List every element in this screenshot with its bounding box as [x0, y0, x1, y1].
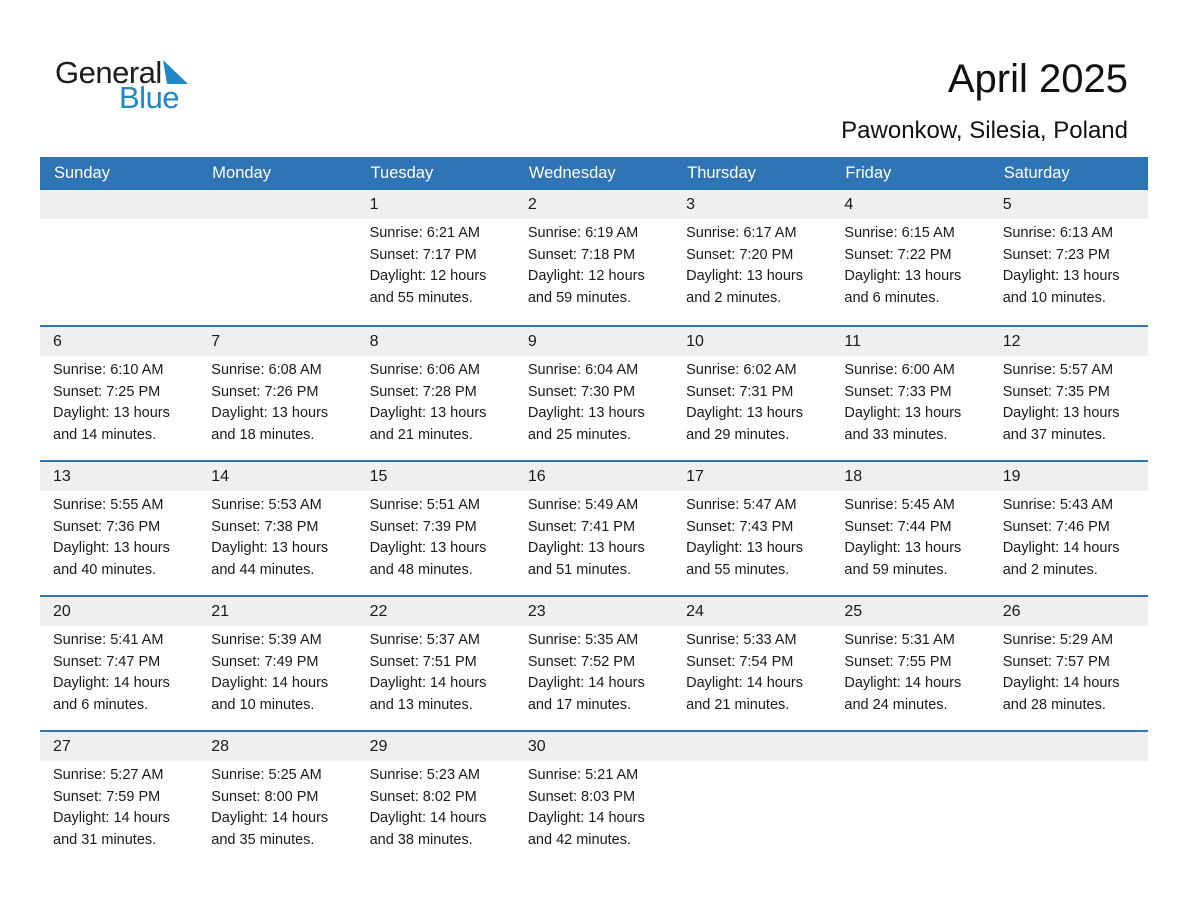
- day-cell: [990, 356, 1148, 446]
- weekday-header-wednesday: Wednesday: [528, 164, 616, 182]
- day-number: 21: [211, 603, 230, 620]
- day-cell: [515, 491, 673, 581]
- day-cell: [831, 219, 989, 309]
- day-number: 25: [844, 603, 863, 620]
- daylight-text-line2: and 21 minutes.: [686, 696, 790, 713]
- day-cell: [40, 356, 198, 446]
- sunset-text: Sunset: 7:36 PM: [53, 518, 161, 535]
- daylight-text-line1: Daylight: 13 hours: [686, 540, 803, 557]
- daylight-text-line1: Daylight: 13 hours: [369, 405, 487, 422]
- weekday-header-saturday: Saturday: [1003, 164, 1070, 182]
- sunrise-text: Sunrise: 5:47 AM: [686, 497, 797, 513]
- daylight-text-line2: and 51 minutes.: [527, 561, 632, 578]
- day-number: 4: [844, 196, 854, 213]
- daylight-text-line1: Daylight: 14 hours: [844, 675, 962, 692]
- daylight-text-line2: and 25 minutes.: [527, 426, 632, 443]
- daylight-text-line1: Daylight: 14 hours: [211, 675, 329, 692]
- sunrise-text: Sunrise: 5:37 AM: [369, 632, 480, 648]
- sunset-text: Sunset: 7:17 PM: [369, 246, 477, 263]
- empty-day-number: [198, 190, 356, 219]
- daylight-text-line2: and 35 minutes.: [211, 831, 315, 848]
- week-row-body: [40, 761, 1148, 851]
- day-number: 30: [527, 738, 546, 755]
- sunrise-text: Sunrise: 5:21 AM: [527, 767, 639, 783]
- daylight-text-line2: and 17 minutes.: [527, 696, 632, 713]
- sunset-text: Sunset: 7:41 PM: [527, 518, 636, 535]
- weekday-header-row: [40, 157, 1148, 190]
- daylight-text-line2: and 40 minutes.: [53, 561, 157, 578]
- calendar: [40, 157, 1148, 865]
- day-cell: [357, 626, 515, 716]
- daylight-text-line2: and 29 minutes.: [686, 426, 790, 443]
- empty-day-cell: [198, 219, 356, 309]
- week-row-5: [40, 730, 1148, 865]
- daylight-text-line1: Daylight: 13 hours: [1002, 405, 1120, 422]
- sunset-text: Sunset: 7:59 PM: [53, 788, 161, 805]
- day-number: 5: [1002, 196, 1012, 213]
- day-number: 17: [686, 468, 704, 485]
- day-number-band: [40, 732, 1148, 761]
- sunrise-text: Sunrise: 6:08 AM: [211, 362, 322, 378]
- daylight-text-line2: and 6 minutes.: [53, 696, 149, 713]
- daylight-text-line1: Daylight: 12 hours: [527, 268, 645, 285]
- daylight-text-line2: and 24 minutes.: [844, 696, 948, 713]
- sunrise-text: Sunrise: 6:04 AM: [527, 362, 639, 378]
- daylight-text-line1: Daylight: 13 hours: [527, 540, 645, 557]
- weekday-header-sunday: Sunday: [54, 164, 110, 182]
- sunrise-text: Sunrise: 6:13 AM: [1002, 225, 1114, 241]
- sunset-text: Sunset: 7:33 PM: [844, 383, 952, 400]
- daylight-text-line1: Daylight: 14 hours: [1002, 675, 1120, 692]
- page-title: April 2025: [947, 57, 1128, 101]
- empty-day-cell: [673, 761, 831, 851]
- daylight-text-line1: Daylight: 14 hours: [369, 810, 487, 827]
- empty-day-cell: [40, 219, 198, 309]
- day-cell: [673, 219, 831, 309]
- day-number: 8: [369, 333, 379, 350]
- daylight-text-line1: Daylight: 13 hours: [686, 268, 803, 285]
- day-number: 14: [211, 468, 230, 485]
- day-number: 7: [211, 333, 221, 350]
- sunrise-text: Sunrise: 6:00 AM: [844, 362, 955, 378]
- day-number-band: [40, 597, 1148, 626]
- daylight-text-line1: Daylight: 14 hours: [686, 675, 803, 692]
- day-number: 26: [1002, 603, 1021, 620]
- day-cell: [515, 356, 673, 446]
- day-number: 15: [369, 468, 388, 485]
- sunrise-text: Sunrise: 5:49 AM: [527, 497, 639, 513]
- day-cell: [357, 761, 515, 851]
- day-cell: [40, 626, 198, 716]
- day-number: 22: [369, 603, 388, 620]
- daylight-text-line2: and 28 minutes.: [1002, 696, 1106, 713]
- day-cell: [515, 219, 673, 309]
- day-cell: [357, 491, 515, 581]
- day-number: 2: [527, 196, 537, 213]
- sunset-text: Sunset: 7:49 PM: [211, 653, 319, 670]
- daylight-text-line2: and 10 minutes.: [1002, 289, 1106, 306]
- daylight-text-line1: Daylight: 13 hours: [844, 405, 962, 422]
- sunset-text: Sunset: 7:54 PM: [686, 653, 794, 670]
- weekday-header-thursday: Thursday: [687, 164, 756, 182]
- day-cell: [40, 761, 198, 851]
- logo-text-general: General: [55, 55, 162, 90]
- day-number: 3: [686, 196, 696, 213]
- sunrise-text: Sunrise: 6:21 AM: [369, 225, 480, 241]
- sunrise-text: Sunrise: 5:41 AM: [53, 632, 164, 648]
- weekday-header-tuesday: Tuesday: [370, 164, 434, 182]
- week-row-body: [40, 626, 1148, 716]
- day-number: 23: [527, 603, 546, 620]
- day-cell: [673, 491, 831, 581]
- sunset-text: Sunset: 7:39 PM: [369, 518, 477, 535]
- week-row-body: [40, 491, 1148, 581]
- daylight-text-line2: and 31 minutes.: [53, 831, 157, 848]
- daylight-text-line2: and 18 minutes.: [211, 426, 315, 443]
- daylight-text-line1: Daylight: 13 hours: [211, 405, 329, 422]
- sunrise-text: Sunrise: 5:45 AM: [844, 497, 955, 513]
- day-number-band: [40, 327, 1148, 356]
- sunrise-text: Sunrise: 5:55 AM: [53, 497, 164, 513]
- week-row-4: [40, 595, 1148, 730]
- day-cell: [198, 761, 356, 851]
- general-blue-logo: [55, 56, 188, 114]
- empty-day-number: [831, 732, 989, 761]
- daylight-text-line2: and 48 minutes.: [369, 561, 473, 578]
- day-number: 20: [53, 603, 71, 620]
- daylight-text-line1: Daylight: 13 hours: [211, 540, 329, 557]
- day-cell: [198, 491, 356, 581]
- sunrise-text: Sunrise: 6:06 AM: [369, 362, 480, 378]
- day-number: 9: [527, 333, 537, 350]
- week-row-body: [40, 356, 1148, 446]
- day-number: 1: [369, 196, 379, 213]
- sunset-text: Sunset: 7:38 PM: [211, 518, 319, 535]
- empty-day-cell: [831, 761, 989, 851]
- day-number-band: [40, 190, 1148, 219]
- sunrise-text: Sunrise: 6:02 AM: [686, 362, 797, 378]
- daylight-text-line2: and 6 minutes.: [844, 289, 940, 306]
- sunset-text: Sunset: 7:44 PM: [844, 518, 952, 535]
- sunset-text: Sunset: 8:03 PM: [527, 788, 636, 805]
- daylight-text-line1: Daylight: 12 hours: [369, 268, 487, 285]
- sunset-text: Sunset: 7:22 PM: [844, 246, 952, 263]
- sunset-text: Sunset: 7:46 PM: [1002, 518, 1110, 535]
- sunrise-text: Sunrise: 6:19 AM: [527, 225, 639, 241]
- day-number: 29: [369, 738, 388, 755]
- week-row-1: [40, 190, 1148, 325]
- week-row-body: [40, 219, 1148, 309]
- daylight-text-line1: Daylight: 14 hours: [527, 675, 645, 692]
- daylight-text-line1: Daylight: 13 hours: [686, 405, 803, 422]
- daylight-text-line2: and 21 minutes.: [369, 426, 473, 443]
- day-number-band: [40, 462, 1148, 491]
- sunset-text: Sunset: 7:55 PM: [844, 653, 952, 670]
- day-number: 12: [1002, 333, 1021, 350]
- sunset-text: Sunset: 7:57 PM: [1002, 653, 1110, 670]
- day-number: 27: [53, 738, 71, 755]
- empty-day-number: [673, 732, 831, 761]
- sunset-text: Sunset: 7:20 PM: [686, 246, 794, 263]
- daylight-text-line2: and 2 minutes.: [1002, 561, 1098, 578]
- sunset-text: Sunset: 7:18 PM: [527, 246, 636, 263]
- weekday-header-friday: Friday: [845, 164, 892, 182]
- day-cell: [673, 626, 831, 716]
- daylight-text-line2: and 38 minutes.: [369, 831, 473, 848]
- sunset-text: Sunset: 8:00 PM: [211, 788, 319, 805]
- empty-day-number: [40, 190, 198, 219]
- sunrise-text: Sunrise: 5:29 AM: [1002, 632, 1114, 648]
- sunrise-text: Sunrise: 6:15 AM: [844, 225, 955, 241]
- sunrise-text: Sunrise: 5:31 AM: [844, 632, 955, 648]
- sunset-text: Sunset: 7:35 PM: [1002, 383, 1110, 400]
- daylight-text-line2: and 37 minutes.: [1002, 426, 1106, 443]
- sunrise-text: Sunrise: 6:17 AM: [686, 225, 797, 241]
- daylight-text-line1: Daylight: 13 hours: [1002, 268, 1120, 285]
- daylight-text-line1: Daylight: 13 hours: [53, 540, 170, 557]
- empty-day-number: [990, 732, 1148, 761]
- day-cell: [990, 491, 1148, 581]
- daylight-text-line2: and 14 minutes.: [53, 426, 157, 443]
- sunrise-text: Sunrise: 5:33 AM: [686, 632, 797, 648]
- week-row-3: [40, 460, 1148, 595]
- daylight-text-line2: and 2 minutes.: [686, 289, 782, 306]
- daylight-text-line1: Daylight: 13 hours: [844, 268, 962, 285]
- sunset-text: Sunset: 7:28 PM: [369, 383, 477, 400]
- day-cell: [831, 626, 989, 716]
- sunset-text: Sunset: 7:25 PM: [53, 383, 161, 400]
- daylight-text-line1: Daylight: 14 hours: [53, 810, 170, 827]
- daylight-text-line1: Daylight: 14 hours: [369, 675, 487, 692]
- sunset-text: Sunset: 7:52 PM: [527, 653, 636, 670]
- day-number: 24: [686, 603, 704, 620]
- day-number: 28: [211, 738, 230, 755]
- sunset-text: Sunset: 7:47 PM: [53, 653, 161, 670]
- daylight-text-line1: Daylight: 14 hours: [527, 810, 645, 827]
- sunrise-text: Sunrise: 5:23 AM: [369, 767, 480, 783]
- calendar-grid: [40, 190, 1148, 865]
- daylight-text-line2: and 55 minutes.: [686, 561, 790, 578]
- day-cell: [357, 219, 515, 309]
- weekday-header-monday: Monday: [212, 164, 271, 182]
- sunrise-text: Sunrise: 5:57 AM: [1002, 362, 1114, 378]
- daylight-text-line2: and 59 minutes.: [844, 561, 948, 578]
- sunrise-text: Sunrise: 5:25 AM: [211, 767, 322, 783]
- sunrise-text: Sunrise: 5:35 AM: [527, 632, 639, 648]
- day-number: 6: [53, 333, 62, 350]
- day-cell: [198, 626, 356, 716]
- day-cell: [515, 761, 673, 851]
- daylight-text-line1: Daylight: 14 hours: [211, 810, 329, 827]
- logo-text-blue: Blue: [119, 80, 180, 115]
- sunset-text: Sunset: 7:26 PM: [211, 383, 319, 400]
- week-row-2: [40, 325, 1148, 460]
- daylight-text-line1: Daylight: 13 hours: [53, 405, 170, 422]
- day-number: 13: [53, 468, 71, 485]
- sunrise-text: Sunrise: 5:53 AM: [211, 497, 322, 513]
- daylight-text-line1: Daylight: 14 hours: [1002, 540, 1120, 557]
- page-subtitle: Pawonkow, Silesia, Poland: [841, 117, 1128, 144]
- sunset-text: Sunset: 7:30 PM: [527, 383, 636, 400]
- day-number: 18: [844, 468, 863, 485]
- sunrise-text: Sunrise: 6:10 AM: [53, 362, 164, 378]
- daylight-text-line2: and 59 minutes.: [527, 289, 632, 306]
- daylight-text-line1: Daylight: 13 hours: [527, 405, 645, 422]
- sunset-text: Sunset: 7:51 PM: [369, 653, 477, 670]
- day-cell: [40, 491, 198, 581]
- day-cell: [831, 356, 989, 446]
- daylight-text-line2: and 33 minutes.: [844, 426, 948, 443]
- day-number: 19: [1002, 468, 1021, 485]
- daylight-text-line2: and 42 minutes.: [527, 831, 632, 848]
- daylight-text-line1: Daylight: 14 hours: [53, 675, 170, 692]
- day-cell: [831, 491, 989, 581]
- day-cell: [990, 219, 1148, 309]
- day-number: 10: [686, 333, 704, 350]
- daylight-text-line2: and 13 minutes.: [369, 696, 473, 713]
- sunrise-text: Sunrise: 5:43 AM: [1002, 497, 1114, 513]
- day-cell: [198, 356, 356, 446]
- empty-day-cell: [990, 761, 1148, 851]
- daylight-text-line1: Daylight: 13 hours: [844, 540, 962, 557]
- sunset-text: Sunset: 7:23 PM: [1002, 246, 1110, 263]
- sunset-text: Sunset: 7:31 PM: [686, 383, 794, 400]
- sunrise-text: Sunrise: 5:27 AM: [53, 767, 164, 783]
- day-number: 11: [844, 333, 862, 350]
- sunset-text: Sunset: 8:02 PM: [369, 788, 477, 805]
- day-cell: [357, 356, 515, 446]
- day-cell: [990, 626, 1148, 716]
- daylight-text-line2: and 55 minutes.: [369, 289, 473, 306]
- daylight-text-line2: and 44 minutes.: [211, 561, 315, 578]
- daylight-text-line1: Daylight: 13 hours: [369, 540, 487, 557]
- sunrise-text: Sunrise: 5:39 AM: [211, 632, 322, 648]
- sunset-text: Sunset: 7:43 PM: [686, 518, 794, 535]
- sunrise-text: Sunrise: 5:51 AM: [369, 497, 480, 513]
- day-cell: [515, 626, 673, 716]
- daylight-text-line2: and 10 minutes.: [211, 696, 315, 713]
- day-number: 16: [527, 468, 546, 485]
- day-cell: [673, 356, 831, 446]
